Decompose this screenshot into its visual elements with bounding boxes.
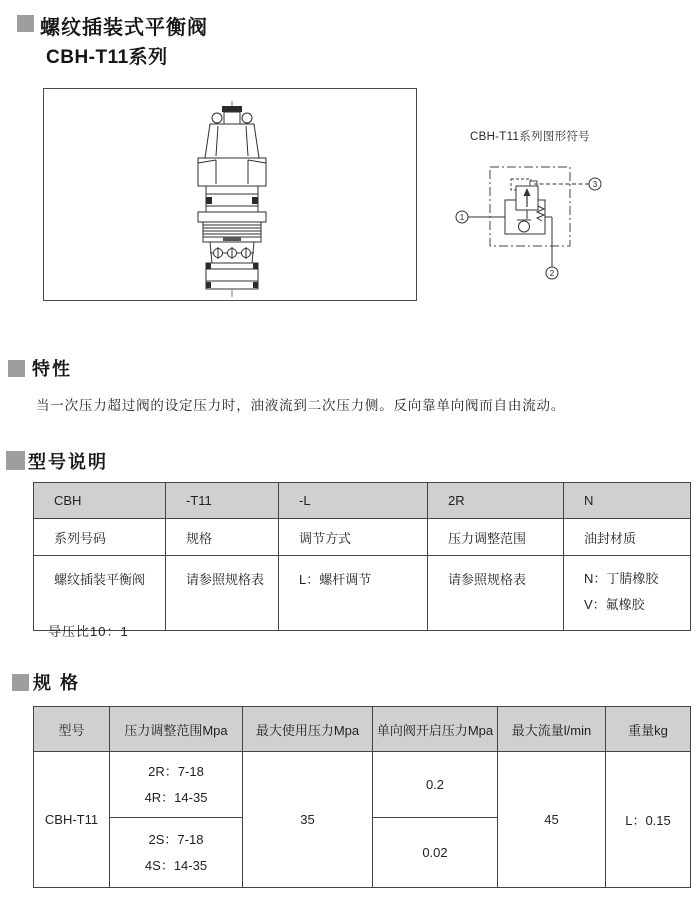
page-subtitle: CBH-T11系列 — [46, 47, 168, 68]
hydraulic-symbol-diagram — [440, 148, 635, 308]
features-description: 当一次压力超过阀的设定压力时，油液流到二次压力侧。反向靠单向阀而自由流动。 — [36, 398, 566, 413]
page-title: 螺纹插装式平衡阀 — [40, 17, 208, 39]
model-table-header-row — [34, 483, 691, 519]
symbol-title: CBH-T11系列图形符号 — [470, 131, 590, 143]
model-label-cell: 压力调整范围 — [428, 519, 564, 556]
features-heading: 特性 — [32, 359, 72, 379]
spec-header-cell: 压力调整范围Mpa — [110, 707, 243, 752]
pressure-range-value: 2S：7-18 — [148, 831, 204, 847]
check-open-pressure-cell: 0.2 — [373, 752, 498, 818]
spec-section-bullet-square — [12, 674, 29, 691]
valve-drawing — [44, 89, 416, 300]
spec-model-cell: CBH-T11 — [34, 752, 110, 888]
port-1-label: 1 — [459, 213, 465, 222]
max-pressure-cell: 35 — [243, 752, 373, 888]
seal-material-cell — [564, 556, 691, 631]
model-code-cell: N — [564, 483, 691, 519]
spec-header-cell: 单向阀开启压力Mpa — [373, 707, 498, 752]
model-table-label-row — [34, 519, 691, 556]
spec-table-row-r — [34, 752, 691, 818]
spec-header-cell: 重量kg — [606, 707, 691, 752]
spec-table-header-row — [34, 707, 691, 752]
model-code-cell: -L — [279, 483, 428, 519]
model-code-cell: CBH — [34, 483, 166, 519]
port-2-label: 2 — [549, 269, 555, 278]
model-section-bullet-square — [6, 451, 25, 470]
model-label-cell: 规格 — [166, 519, 279, 556]
seal-option: V：氟橡胶 — [584, 597, 645, 612]
model-value-cell: L：螺杆调节 — [279, 556, 428, 631]
model-label-cell: 系列号码 — [34, 519, 166, 556]
model-table-value-row — [34, 556, 691, 631]
model-label-cell: 调节方式 — [279, 519, 428, 556]
max-flow-cell: 45 — [498, 752, 606, 888]
title-bullet-square — [17, 15, 34, 32]
model-section-heading: 型号说明 — [28, 452, 108, 472]
pressure-range-value: 4S：14-35 — [144, 857, 208, 873]
model-code-cell: -T11 — [166, 483, 279, 519]
model-value-cell: 请参照规格表 — [166, 556, 279, 631]
valve-drawing-box — [43, 88, 417, 301]
features-bullet-square — [8, 360, 25, 377]
port-3-label: 3 — [592, 180, 598, 189]
model-value-cell: 螺纹插装平衡阀 — [34, 556, 166, 631]
pressure-range-value: 2R：7-18 — [148, 763, 204, 779]
pressure-range-r-cell — [110, 752, 243, 818]
spec-section-heading: 规 格 — [33, 673, 81, 693]
seal-option: N：丁腈橡胶 — [584, 571, 659, 586]
weight-cell: L：0.15 — [606, 752, 691, 888]
model-label-cell: 油封材质 — [564, 519, 691, 556]
pressure-range-value: 4R：14-35 — [144, 789, 208, 805]
pilot-ratio-note: 导压比10：1 — [48, 624, 129, 639]
spec-header-cell: 最大流量l/min — [498, 707, 606, 752]
pressure-range-s-cell — [110, 818, 243, 888]
check-open-pressure-cell: 0.02 — [373, 818, 498, 888]
model-code-table — [33, 482, 691, 631]
spec-header-cell: 型号 — [34, 707, 110, 752]
spec-header-cell: 最大使用压力Mpa — [243, 707, 373, 752]
spec-table — [33, 706, 691, 888]
model-code-cell: 2R — [428, 483, 564, 519]
model-value-cell: 请参照规格表 — [428, 556, 564, 631]
